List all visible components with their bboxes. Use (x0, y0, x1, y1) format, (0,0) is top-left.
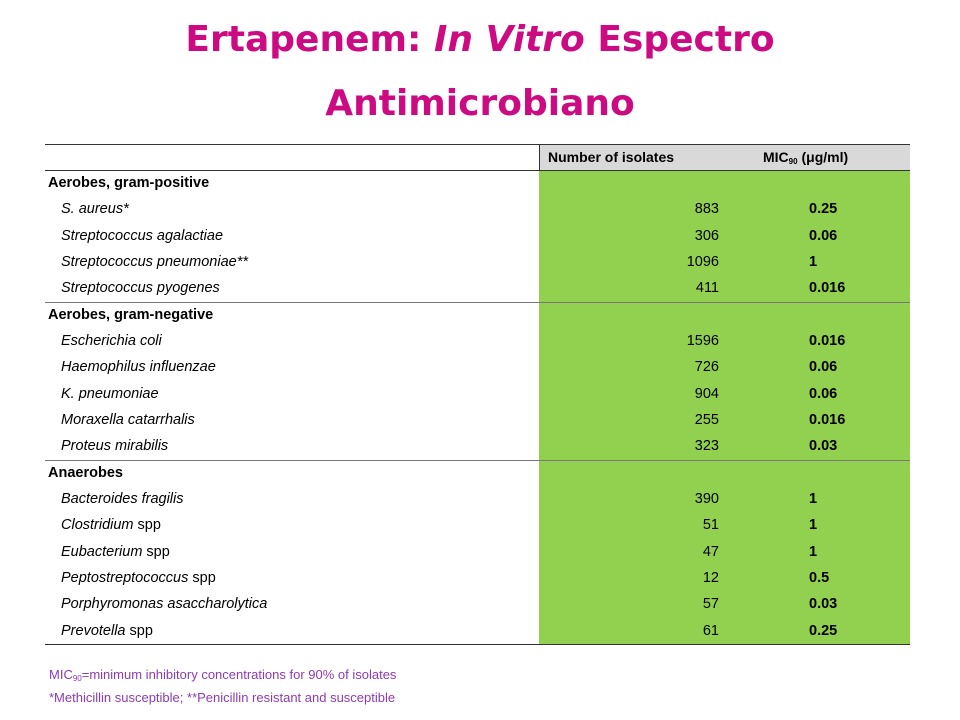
isolates-value: 323 (694, 438, 719, 454)
organism-name: Streptococcus pyogenes (61, 280, 220, 296)
group-label: Aerobes, gram-negative (48, 307, 214, 323)
isolates-value: 47 (702, 544, 719, 560)
table-row (45, 486, 910, 512)
column-header-isolates: Number of isolates (548, 149, 675, 165)
mic90-value: 0.03 (809, 438, 838, 454)
mic90-value: 1 (809, 254, 818, 270)
group-label: Aerobes, gram-positive (48, 175, 210, 191)
organism-name: Prevotella spp (61, 623, 153, 639)
mic90-value: 0.06 (809, 386, 838, 402)
table-row (45, 223, 910, 249)
isolates-value: 255 (694, 412, 719, 428)
table-row (45, 196, 910, 222)
isolates-value: 411 (695, 280, 719, 296)
mic90-value: 0.5 (809, 570, 830, 586)
organism-name: Proteus mirabilis (61, 438, 169, 454)
isolates-value: 306 (694, 228, 719, 244)
isolates-value: 726 (694, 359, 719, 375)
organism-name: Streptococcus pneumoniae** (61, 254, 249, 270)
organism-name: S. aureus* (61, 201, 129, 217)
table-row (45, 539, 910, 565)
table-row (45, 433, 910, 459)
organism-name: Clostridium spp (61, 517, 161, 533)
isolates-value: 390 (694, 491, 719, 507)
isolates-value: 1596 (686, 333, 719, 349)
title-part-1: Ertapenem: (185, 19, 434, 60)
mic90-value: 0.25 (809, 201, 838, 217)
page-title (0, 8, 960, 136)
mic90-value: 0.25 (809, 623, 838, 639)
organism-name: Moraxella catarrhalis (61, 412, 195, 428)
isolates-value: 12 (702, 570, 719, 586)
isolates-value: 904 (694, 386, 719, 402)
organism-name: Haemophilus influenzae (61, 359, 216, 375)
table-row (45, 591, 910, 617)
table-row (45, 512, 910, 538)
bottom-rule (45, 644, 910, 645)
title-part-3: Espectro (584, 19, 775, 60)
organism-name: K. pneumoniae (61, 386, 159, 402)
mic90-value: 1 (809, 544, 818, 560)
mic90-value: 0.03 (809, 596, 838, 612)
table-row (45, 249, 910, 275)
mic90-value: 0.06 (809, 359, 838, 375)
organism-name: Eubacterium spp (61, 544, 170, 560)
mic90-value: 0.06 (809, 228, 838, 244)
footnote-mic: $MIC_{90}=minimum$ inhibitory concentrations for 90% of isolates (49, 667, 397, 683)
group-header-row (45, 302, 910, 328)
column-header-mic: $MIC_{90}$ (μg/ml) (763, 149, 849, 166)
organism-name: Bacteroides fragilis (61, 491, 184, 507)
title-line-2: Antimicrobiano (325, 83, 635, 124)
isolates-value: 51 (702, 517, 719, 533)
table-row (45, 565, 910, 591)
organism-name: Streptococcus agalactiae (61, 228, 224, 244)
isolates-value: 57 (702, 596, 719, 612)
header-divider (539, 144, 540, 170)
mic90-value: 0.016 (809, 412, 846, 428)
title-part-2: In Vitro (433, 19, 585, 60)
organism-name: Porphyromonas asaccharolytica (61, 596, 268, 612)
organism-name: Peptostreptococcus spp (61, 570, 216, 586)
isolates-value: 883 (694, 201, 719, 217)
mic90-value: 0.016 (809, 280, 846, 296)
group-header-row (45, 460, 910, 486)
mic90-value: 1 (809, 491, 818, 507)
table-row (45, 328, 910, 354)
group-label: Anaerobes (48, 465, 123, 481)
isolates-value: 1096 (686, 254, 719, 270)
mic90-value: 0.016 (809, 333, 846, 349)
isolates-value: 61 (702, 623, 719, 639)
mic90-value: 1 (809, 517, 818, 533)
organism-name: Escherichia coli (61, 333, 162, 349)
table-row (45, 381, 910, 407)
table-row (45, 407, 910, 433)
group-header-row (45, 170, 910, 196)
table-row (45, 354, 910, 380)
footnote-susceptibility: *Methicillin susceptible; **Penicillin resistant and susceptible (49, 690, 396, 705)
table-row (45, 275, 910, 301)
table-row (45, 618, 910, 644)
